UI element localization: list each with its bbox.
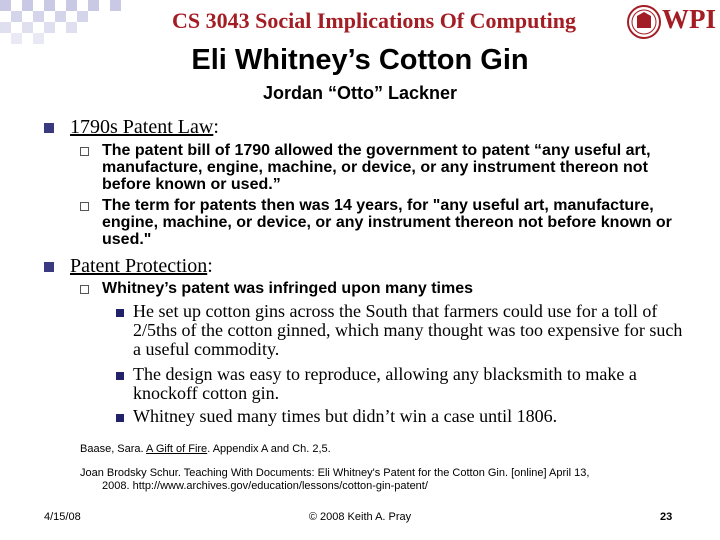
reference-baase xyxy=(80,443,680,456)
point-bullet xyxy=(80,285,89,294)
checker-ornament xyxy=(0,0,124,42)
section-bullet xyxy=(44,123,54,133)
page-number: 23 xyxy=(660,511,673,523)
checker-square xyxy=(22,0,33,11)
checker-square xyxy=(66,0,77,11)
point-bullet xyxy=(80,202,89,211)
reference-book-title: A Gift of Fire xyxy=(146,443,208,455)
checker-square xyxy=(110,0,121,11)
checker-square xyxy=(33,11,44,22)
reference-schur-line2: 2008. http://www.archives.gov/education/lessons/cotton-gin-patent/ xyxy=(102,480,428,492)
subpoint-sued: Whitney sued many times but didn’t win a case until 1806. xyxy=(133,406,558,426)
section-bullet xyxy=(44,262,54,272)
checker-square xyxy=(33,33,44,44)
subpoint-bullet xyxy=(116,309,124,317)
footer-copyright: © 2008 Keith A. Pray xyxy=(308,511,412,523)
checker-square xyxy=(11,33,22,44)
checker-square xyxy=(11,11,22,22)
checker-square xyxy=(44,22,55,33)
point-patent-bill: The patent bill of 1790 allowed the government to patent “any useful art, manufacture, engine, machine, or device, or any instrument thereon not before known or used.” xyxy=(102,142,651,193)
section-heading-colon: : xyxy=(207,255,213,277)
checker-square xyxy=(44,0,55,11)
subpoint-bullet xyxy=(116,414,124,422)
checker-square xyxy=(0,22,11,33)
slide-subtitle: Jordan “Otto” Lackner xyxy=(262,83,458,103)
subpoint-cotton-gins-toll: He set up cotton gins across the South that farmers could use for a toll of 2/5ths of the cotton ginned, which many thought was too expensive for such a useful commodity. xyxy=(133,301,683,359)
checker-square xyxy=(0,0,11,11)
footer-date: 4/15/08 xyxy=(44,511,81,523)
point-infringed: Whitney’s patent was infringed upon many times xyxy=(102,280,474,297)
subpoint-easy-to-reproduce: The design was easy to reproduce, allowing any blacksmith to make a knockoff cotton gin. xyxy=(133,364,637,403)
section-heading-text: 1790s Patent Law xyxy=(70,116,214,138)
subpoint-bullet xyxy=(116,372,124,380)
section-heading-colon: : xyxy=(213,116,219,138)
reference-detail: . Appendix A and Ch. 2,5. xyxy=(207,443,331,455)
point-patent-term: The term for patents then was 14 years, for "any useful art, manufacture, engine, machine, or device, or any instrument thereon not before known or used." xyxy=(102,197,672,248)
checker-square xyxy=(77,11,88,22)
checker-square xyxy=(88,0,99,11)
checker-square xyxy=(66,22,77,33)
wpi-logo-text: WPI xyxy=(662,4,716,34)
point-bullet xyxy=(80,147,89,156)
checker-square xyxy=(22,22,33,33)
reference-schur xyxy=(80,467,680,493)
course-title: CS 3043 Social Implications Of Computing xyxy=(172,8,576,33)
section-heading-patent-law xyxy=(70,116,219,139)
checker-square xyxy=(55,11,66,22)
section-heading-text: Patent Protection xyxy=(70,255,208,277)
reference-author: Baase, Sara. xyxy=(80,443,147,455)
section-heading-patent-protection xyxy=(70,255,213,278)
reference-schur-line1: Joan Brodsky Schur. Teaching With Documents: Eli Whitney's Patent for the Cotton Gin. [online] April 13, xyxy=(80,467,590,479)
slide-title: Eli Whitney’s Cotton Gin xyxy=(191,44,529,76)
